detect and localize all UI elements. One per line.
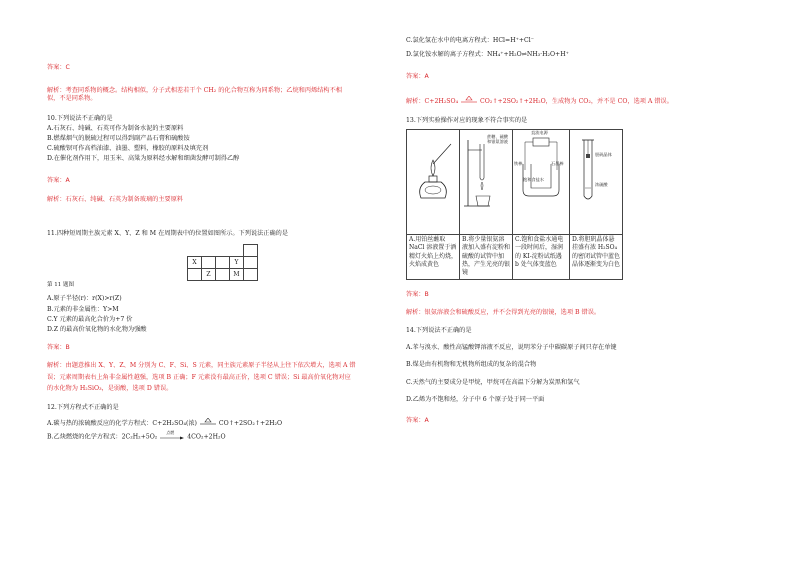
q13-answer: 答案：B: [406, 290, 429, 298]
q11-option-d: D.Z 的最高价氧化物的水化物为强酸: [47, 326, 147, 334]
q13-figure-d: [570, 130, 623, 235]
q11-stem: 11.四种短周期主族元素 X、Y、Z 和 M 在周期表中的位置如图所示。下列说法正确的是: [47, 230, 289, 238]
q11-option-a: A.原子半径(r)：r(X)>r(Z): [47, 295, 122, 303]
reaction-arrow-icon: [159, 433, 185, 441]
q13-figure-b: [460, 130, 513, 235]
q13-b-label-top: 蔗糖、硫酸: [487, 134, 508, 140]
sealed-tube-icon: [570, 130, 622, 214]
q12-b-suffix: 4CO₂+2H₂O: [187, 433, 226, 441]
q11-figure-caption: 第 11 题图: [47, 282, 74, 289]
q14-stem: 14.下列说法不正确的是: [406, 326, 472, 334]
q11-periodic-grid: [187, 244, 258, 281]
q10-option-a: A.石灰石、纯碱、石英可作为制备水泥的主要原料: [47, 124, 184, 132]
grid-cell-m: M: [230, 269, 244, 281]
q10-explanation: 解析：石灰石、纯碱、石英为制备玻璃的主要原料: [47, 195, 184, 203]
q13-cell-d: D.将胆矾晶体悬挂盛有浓 H₂SO₄ 的密闭试管中蓝色晶体逐渐变为白色: [570, 235, 623, 279]
q13-c-power: 直流电源: [531, 130, 548, 136]
q13-b-label-mid: 和银氨溶液: [487, 139, 508, 145]
q11-explanation-line2: 误；元素周期表右上角非金属性越强，选项 B 正确；F 元素没有最高正价，选项 C 错误；Si 最高价氧化物对应: [47, 373, 351, 381]
q13-c-graphite: 石墨棒: [551, 161, 564, 167]
electrolysis-cell-icon: [513, 130, 569, 214]
q14-answer: 答案：A: [406, 416, 429, 424]
q14-option-c: C.天然气的主要成分是甲烷，甲烷可在高温下分解为炭黑和氢气: [406, 378, 580, 386]
left-column: [47, 64, 392, 442]
q10-option-c: C.硫酸钡可作高档油漆、油墨、塑料，橡胶的原料及填充剂: [47, 145, 209, 153]
q11-answer: 答案：B: [47, 344, 70, 352]
delta-arrow-icon: [460, 96, 478, 107]
answer-prev: 答案：C: [47, 64, 70, 71]
q14-option-b: B.煤是由有机物和无机物所组成的复杂的混合物: [406, 361, 537, 369]
q12-b-prefix: B.乙炔燃烧的化学方程式：2C₂H₂+5O₂: [47, 433, 158, 441]
q12-answer: 答案：A: [406, 73, 429, 81]
q13-experiment-table: [406, 129, 623, 279]
q13-explanation: 解析：银氨溶液会和硫酸反应，并不会得到光亮的银镜，选项 B 错误。: [406, 308, 601, 316]
q14-option-a: A.苯与溴水、酸性高锰酸钾溶液不反应，说明苯分子中碳碳原子间只存在单键: [406, 344, 617, 352]
q11-explanation-line3: 的水化物为 H₂SiO₃，是弱酸，选项 D 错误。: [47, 384, 173, 392]
delta-arrow-icon: [199, 418, 217, 429]
grid-cell-x: X: [188, 257, 202, 269]
q10-answer: 答案：A: [47, 176, 70, 184]
q14-option-d: D.乙烯为不饱和烃，分子中 6 个原子处于同一平面: [406, 395, 545, 403]
q12-exp-suffix: CO₂↑+2SO₂↑+2H₂O，生成物为 CO₂，并不是 CO，选项 A 错误。: [480, 97, 673, 105]
q12-stem: 12.下列方程式不正确的是: [47, 404, 119, 412]
q12-b-condition: 点燃: [166, 430, 175, 436]
q13-figure-c: [513, 130, 570, 235]
q12-option-b: [47, 430, 392, 442]
explanation-prev-line2: 似，不是同系物。: [47, 95, 97, 103]
grid-cell-z: Z: [202, 269, 216, 281]
q13-cell-c: C.饱和食盐水通电一段时间后，湿润的 KI-淀粉试纸遇 b 处气体变蓝色: [513, 235, 570, 279]
q13-d-crystal: 胆矾晶体: [595, 152, 612, 158]
q13-c-solution: 饱和食盐水: [523, 177, 544, 183]
q13-figure-a: [407, 130, 460, 235]
right-column: [406, 37, 766, 425]
grid-cell-y: Y: [230, 257, 244, 269]
q13-c-iron: 铁棒: [514, 161, 523, 167]
q12-option-a: [47, 417, 392, 428]
q12-option-d: D.氯化铵水解的离子方程式：NH₄⁺+H₂O⇌NH₃·H₂O+H⁺: [406, 51, 569, 59]
alcohol-lamp-icon: [407, 130, 459, 214]
q10-stem: 10.下列说法不正确的是: [47, 114, 113, 122]
q13-cell-b: B.将少量银氨溶液加入盛有淀粉和硫酸的试管中加热，产生光亮的银镜: [460, 235, 513, 279]
q12-option-c: C.氯化氢在水中的电离方程式：HCl=H⁺+Cl⁻: [406, 37, 535, 44]
q12-a-suffix: CO↑+2SO₂↑+2H₂O: [218, 420, 283, 428]
q12-exp-prefix: 解析：C+2H₂SO₄: [406, 97, 459, 105]
q12-a-prefix: A.碳与热的浓硫酸反应的化学方程式：C+2H₂SO₄(浓): [47, 420, 197, 428]
q10-option-b: B.燃煤烟气的脱硫过程可以得到副产品石膏和硫酸铵: [47, 135, 190, 143]
q12-explanation: [406, 95, 766, 106]
q11-option-b: B.元素的非金属性：Y>M: [47, 305, 119, 313]
q11-explanation-line1: 解析：由题意推出 X、Y、Z、M 分别为 C、F、Si、S 元素，同主族元素原子半径从上往下依次增大，选项 A 错: [47, 362, 356, 370]
explanation-prev-line1: 解析：考查同系物的概念。结构相似，分子式相差若干个 CH₂ 的化合物互称为同系物；乙烷和丙烯结构不相: [47, 87, 342, 95]
q13-cell-a: A.用铂丝蘸取 NaCl 溶液置于酒精灯火焰上灼烧，火焰成黄色: [407, 235, 460, 279]
q13-stem: 13.下列实验操作对应的现象不符合事实的是: [406, 116, 528, 124]
q10-option-d: D.在催化剂作用下，用玉米、高粱为原料经水解和细菌发酵可制得乙醇: [47, 155, 240, 163]
q13-d-solution: 浓硫酸: [595, 182, 608, 188]
q11-option-c: C.Y 元素的最高化合价为+7 价: [47, 315, 133, 323]
